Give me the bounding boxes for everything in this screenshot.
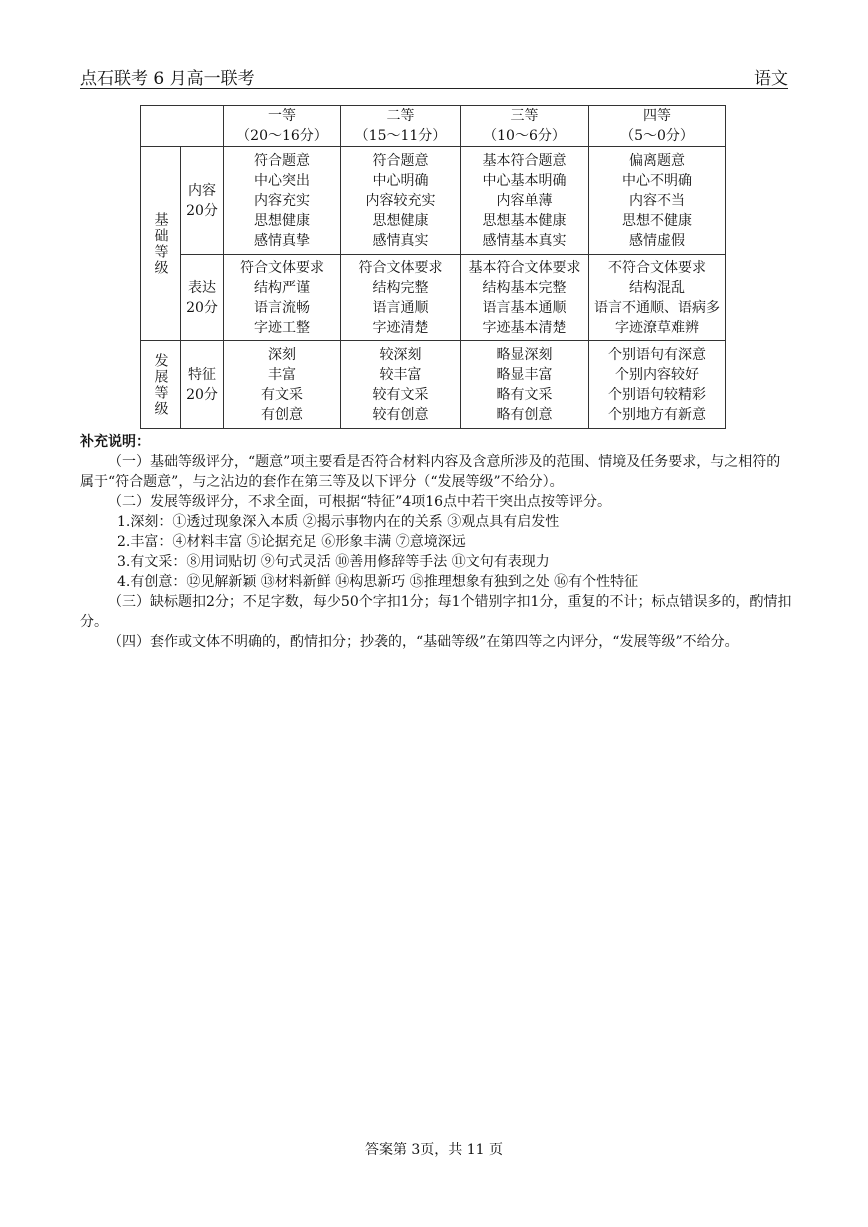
grading-table <box>140 105 726 429</box>
row-label-feature: 特征 20分 <box>181 341 224 429</box>
grade-header-row <box>141 106 726 147</box>
corner-cell <box>141 106 224 147</box>
note-paragraph: （四）套作或文体不明确的，酌情扣分；抄袭的，“基础等级”在第四等之内评分，“发展等级”不给分。 <box>108 634 739 650</box>
exam-title: 点石联考 6 月高一联考 <box>80 69 255 89</box>
table-cell: 符合文体要求 结构完整 语言通顺 字迹清楚 <box>341 255 461 341</box>
note-item: 3.有文采：⑧用词贴切 ⑨句式灵活 ⑩善用修辞等手法 ⑪文句有表现力 <box>117 554 550 570</box>
table-cell: 符合题意 中心明确 内容较充实 思想健康 感情真实 <box>341 147 461 255</box>
grade-header-3: 三等 （10～6分） <box>461 106 589 147</box>
table-cell: 基本符合文体要求 结构基本完整 语言基本通顺 字迹基本清楚 <box>461 255 589 341</box>
row-label-content: 内容 20分 <box>181 147 224 255</box>
content-row <box>141 147 726 255</box>
notes-title: 补充说明： <box>80 434 150 450</box>
note-paragraph: （二）发展等级评分，不求全面，可根据“特征”4项16点中若干突出点按等评分。 <box>108 494 612 510</box>
note-item: 2.丰富：④材料丰富 ⑤论据充足 ⑥形象丰满 ⑦意境深远 <box>117 534 466 550</box>
note-paragraph: （三）缺标题扣2分；不足字数，每少50个字扣1分；每1个错别字扣1分，重复的不计；标点错误多的，酌情扣分。 <box>80 594 792 630</box>
expression-row <box>141 255 726 341</box>
page-header <box>80 64 788 89</box>
note-item: 1.深刻：①透过现象深入本质 ②揭示事物内在的关系 ③观点具有启发性 <box>117 514 560 530</box>
table-cell: 个别语句有深意 个别内容较好 个别语句较精彩 个别地方有新意 <box>589 341 726 429</box>
page-footer: 答案第 3页，共 11 页 <box>364 1142 504 1158</box>
supplementary-notes <box>80 432 792 652</box>
subject-label: 语文 <box>754 69 788 89</box>
basic-level-label: 基础等级 <box>141 147 181 341</box>
table-cell: 偏离题意 中心不明确 内容不当 思想不健康 感情虚假 <box>589 147 726 255</box>
table-cell: 略显深刻 略显丰富 略有文采 略有创意 <box>461 341 589 429</box>
row-label-expression: 表达 20分 <box>181 255 224 341</box>
grade-header-2: 二等 （15～11分） <box>341 106 461 147</box>
grade-header-1: 一等 （20～16分） <box>224 106 341 147</box>
table-cell: 基本符合题意 中心基本明确 内容单薄 思想基本健康 感情基本真实 <box>461 147 589 255</box>
table-cell: 不符合文体要求 结构混乱 语言不通顺、语病多 字迹潦草难辨 <box>589 255 726 341</box>
note-item: 4.有创意：⑫见解新颖 ⑬材料新鲜 ⑭构思新巧 ⑮推理想象有独到之处 ⑯有个性特征 <box>117 574 639 590</box>
develop-level-label: 发展等级 <box>141 341 181 429</box>
grade-header-4: 四等 （5～0分） <box>589 106 726 147</box>
table-cell: 深刻 丰富 有文采 有创意 <box>224 341 341 429</box>
table-cell: 符合题意 中心突出 内容充实 思想健康 感情真挚 <box>224 147 341 255</box>
feature-row <box>141 341 726 429</box>
table-cell: 较深刻 较丰富 较有文采 较有创意 <box>341 341 461 429</box>
note-paragraph: （一）基础等级评分，“题意”项主要看是否符合材料内容及含意所涉及的范围、情境及任务要求，与之相符的属于“符合题意”，与之沾边的套作在第三等及以下评分（“发展等级”不给分）。 <box>80 454 781 490</box>
table-cell: 符合文体要求 结构严谨 语言流畅 字迹工整 <box>224 255 341 341</box>
